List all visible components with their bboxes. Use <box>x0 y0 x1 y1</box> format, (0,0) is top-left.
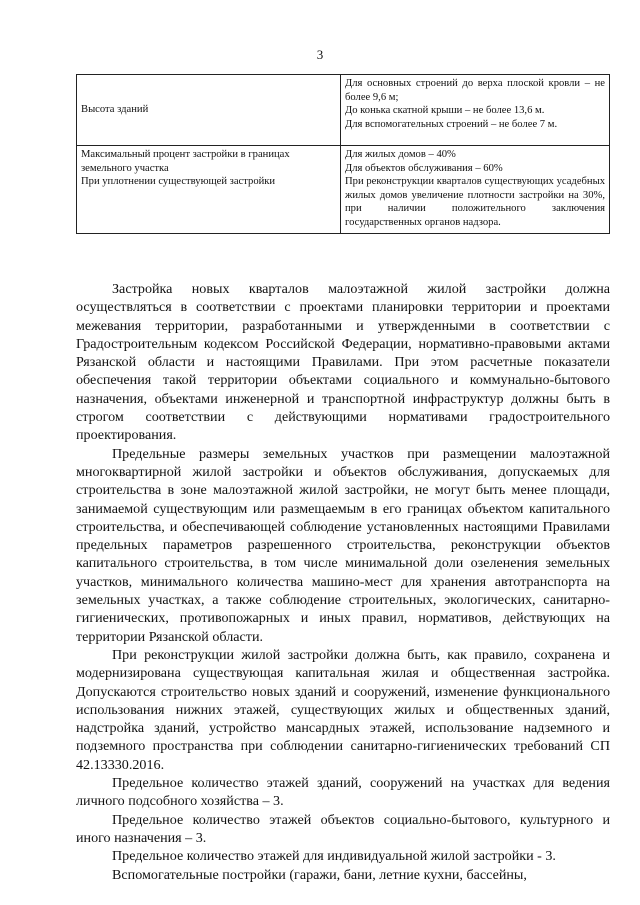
parameters-table <box>76 74 610 234</box>
page-number: 3 <box>316 47 324 62</box>
body-text <box>76 280 610 884</box>
table-row <box>77 75 610 146</box>
paragraph: Вспомогательные постройки (гаражи, бани, летние кухни, бассейны, <box>112 866 527 883</box>
cell-text: Для объектов обслуживания – 60% <box>345 162 503 174</box>
cell-text: При уплотнении существующей застройки <box>81 176 276 188</box>
paragraph: При реконструкции жилой застройки должна быть, как правило, сохранена и модернизирована существующая капитальная жилая и общественная застройка. Допускаются строительство новых зданий и сооружений, изменение функционального использования нижних этажей, существующих жилых и общественных зданий, надстройка зданий, устройство мансардных этажей, использование надземного и подземного пространства при соблюдении санитарно-гигиенических требований СП 42.13330.2016. <box>76 646 610 773</box>
cell-text: Максимальный процент застройки в границах земельного участка <box>81 149 290 174</box>
table-cell-parameter <box>77 75 341 146</box>
table-cell-value <box>341 146 610 234</box>
cell-text: При реконструкции кварталов существующих усадебных жилых домов увеличение плотности застройки на 30%, при наличии положительного заключения государственных органов надзора. <box>345 176 605 228</box>
cell-text: Для основных строений до верха плоской кровли – не более 9,6 м; <box>345 78 605 103</box>
cell-text: Для вспомогательных строений – не более 7 м. <box>345 118 558 130</box>
cell-text: До конька скатной крыши – не более 13,6 м. <box>345 105 545 117</box>
paragraph: Предельное количество этажей для индивидуальной жилой застройки - 3. <box>112 848 556 865</box>
table-cell-parameter <box>77 146 341 234</box>
table-row <box>77 146 610 234</box>
paragraph: Застройка новых кварталов малоэтажной жилой застройки должна осуществляться в соответствии с проектами планировки территории и проектами межевания территории, разработанными и утвержденными в соответствии с Градостроительным кодексом Российской Федерации, нормативно-правовыми актами Рязанской области и настоящими Правилами. При этом расчетные показатели обеспечения такой территории объектами социального и коммунально-бытового назначения, объектами инженерной и транспортной инфраструктур должны быть в строгом соответствии с действующими нормативами градостроительного проектирования. <box>76 281 610 444</box>
paragraph: Предельное количество этажей объектов социально-бытового, культурного и иного назначения – 3. <box>76 811 610 846</box>
paragraph: Предельные размеры земельных участков при размещении малоэтажной многоквартирной жилой застройки и объектов обслуживания, допускаемых для строительства в зоне малоэтажной жилой застройки, не могут быть менее площади, занимаемой существующим или размещаемым в его границах объектом капитального строительства, и обеспечивающей соблюдение установленных настоящими Правилами предельных параметров разрешенного строительства, реконструкции объектов капитального строительства, в том числе минимальной доли озеленения земельных участков, минимального количества машино-мест для хранения автотранспорта на земельных участках, а также соблюдение строительных, экологических, санитарно-гигиенических, противопожарных и иных правил, нормативов, действующих на территории Рязанской области. <box>76 445 610 645</box>
cell-text: Высота зданий <box>81 103 149 115</box>
cell-text: Для жилых домов – 40% <box>345 149 456 160</box>
table-cell-value <box>341 75 610 146</box>
paragraph: Предельное количество этажей зданий, сооружений на участках для ведения личного подсобного хозяйства – 3. <box>76 775 610 810</box>
